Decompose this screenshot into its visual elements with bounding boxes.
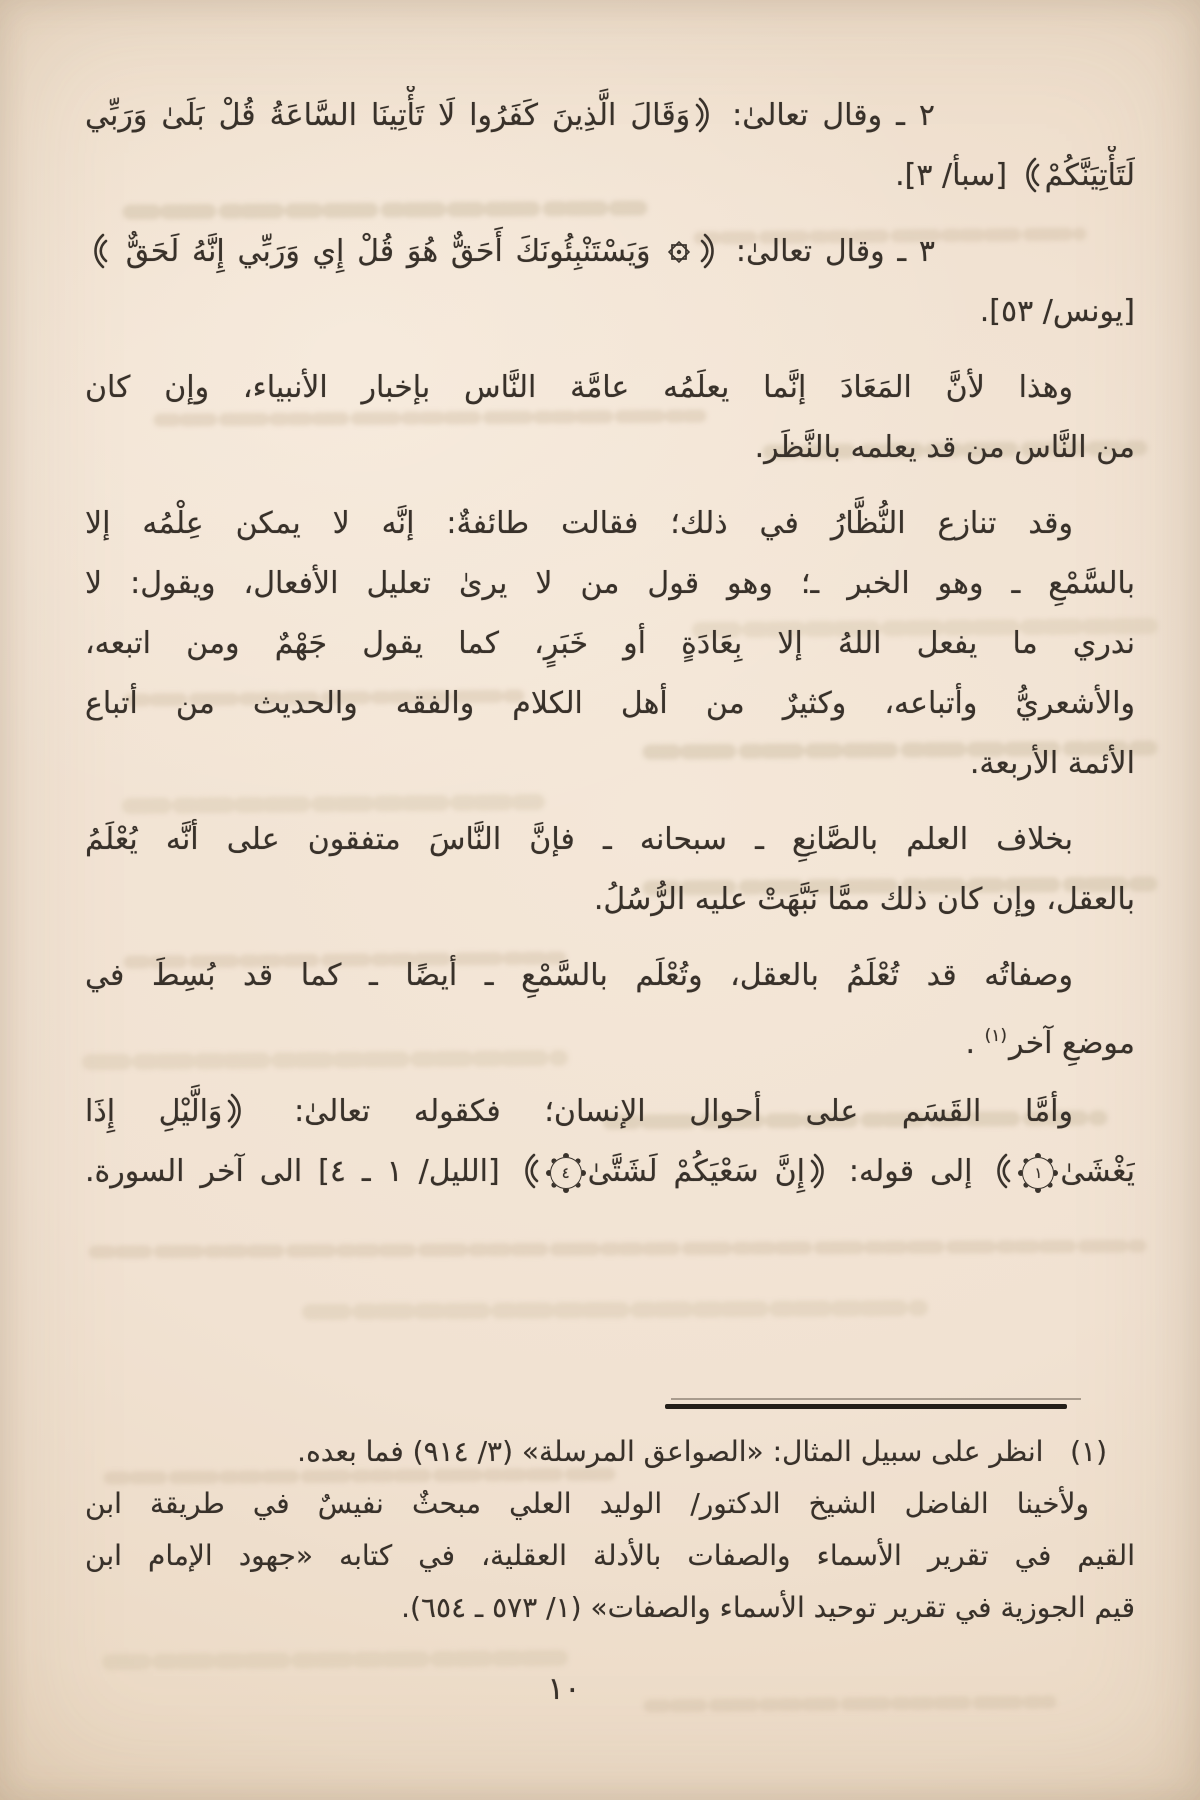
text-line [85, 222, 1135, 282]
quran-open-bracket-icon [699, 233, 719, 269]
text-run: بالسَّمْعِ ـ وهو الخبر ـ؛ وهو قول من لا يرىٰ تعليل الأفعال، ويقول: لا [85, 566, 1135, 601]
text-run: الأئمة الأربعة. [969, 746, 1135, 781]
quran-open-bracket-icon [226, 1093, 246, 1129]
text-line [85, 870, 1135, 930]
paragraph [85, 946, 1135, 1066]
footnote-ref-marker: (١) [984, 1026, 1008, 1046]
text-run: إلى قوله: [832, 1154, 989, 1189]
text-line [85, 554, 1135, 614]
text-run: وَقَالَ الَّذِينَ كَفَرُوا لَا تَأْتِينَا السَّاعَةُ قُلْ بَلَىٰ وَرَبِّي [85, 98, 691, 133]
text-line [85, 146, 1135, 206]
text-run: لَتَأْتِيَنَّكُمْ [1044, 158, 1135, 193]
text-run: [الليل/ ١ ـ ٤] الى آخر السورة. [85, 1154, 516, 1189]
text-run: ندري ما يفعل اللهُ إلا بِعَادَةٍ أو خَبَرٍ، كما يقول جَهْمٌ ومن اتبعه، [85, 626, 1135, 661]
verse-number: ٤ [561, 1163, 570, 1182]
text-run: القيم في تقرير الأسماء والصفات بالأدلة العقلية، في كتابه «جهود الإمام ابن [85, 1539, 1135, 1572]
footnotes-block [85, 1426, 1135, 1634]
text-run: وَيَسْتَنْبِئُونَكَ أَحَقٌّ هُوَ قُلْ إِي وَرَبِّي إِنَّهُ لَحَقٌّ [113, 234, 664, 269]
text-run: (١) انظر على سبيل المثال: «الصواعق المرسلة» (٣/ ٩١٤) فما بعده. [297, 1435, 1107, 1468]
quran-close-bracket-icon [89, 233, 109, 269]
text-run: وقد تنازع النُّظَّارُ في ذلك؛ فقالت طائفةٌ: إنَّه لا يمكن عِلْمُه إلا [85, 506, 1073, 541]
quran-close-bracket-icon [992, 1153, 1012, 1189]
text-run: يَغْشَىٰ [1060, 1154, 1135, 1189]
paragraph [85, 1478, 1135, 1634]
text-line [85, 418, 1135, 478]
paragraph [85, 1082, 1135, 1202]
text-run: وهذا لأنَّ المَعَادَ إنَّما يعلَمُه عامَّة النَّاس بإخبار الأنبياء، وإن كان [85, 370, 1073, 405]
text-run: ٣ ـ وقال تعالىٰ: [723, 234, 936, 269]
main-text-block [85, 86, 1135, 1218]
text-line [85, 1082, 1135, 1142]
text-line [85, 946, 1135, 1006]
text-line [85, 358, 1135, 418]
page-number: ١٠ [547, 1671, 581, 1707]
verse-number: ١ [1034, 1163, 1043, 1182]
text-run: . [965, 1026, 985, 1061]
text-line [85, 282, 1135, 342]
text-run: وأمَّا القَسَم على أحوال الإنسان؛ فكقوله تعالىٰ: [250, 1094, 1073, 1129]
quran-close-bracket-icon [1021, 157, 1041, 193]
footnote-separator [665, 1404, 1067, 1409]
text-run: بالعقل، وإن كان ذلك ممَّا نَبَّهَتْ عليه الرُّسُلُ. [593, 882, 1135, 917]
text-line [85, 1478, 1135, 1530]
text-run: ٢ ـ وقال تعالىٰ: [718, 98, 936, 133]
text-line [85, 1426, 1135, 1478]
text-run: والأشعريُّ وأتباعه، وكثيرٌ من أهل الكلام والفقه والحديث من أتباع [85, 686, 1135, 721]
text-run: قيم الجوزية في تقرير توحيد الأسماء والصفات» (١/ ٥٧٣ ـ ٦٥٤). [401, 1591, 1135, 1624]
text-run: إِنَّ سَعْيَكُمْ لَشَتَّىٰ [587, 1154, 805, 1189]
text-line [85, 1142, 1135, 1202]
paragraph [85, 358, 1135, 478]
quran-close-bracket-icon [520, 1153, 540, 1189]
paragraph [85, 1426, 1135, 1478]
text-run: [يونس/ ٥٣]. [979, 294, 1135, 329]
text-line [85, 1582, 1135, 1634]
paragraph [85, 86, 1135, 206]
text-line [85, 810, 1135, 870]
text-line [85, 674, 1135, 734]
text-run: ولأخينا الفاضل الشيخ الدكتور/ الوليد العلي مبحثٌ نفيسٌ في طريقة ابن [85, 1487, 1089, 1520]
paragraph [85, 810, 1135, 930]
verse-number-medallion [1022, 1157, 1054, 1189]
text-line [85, 614, 1135, 674]
quran-open-bracket-icon [694, 97, 714, 133]
text-run: وصفاتُه قد تُعْلَمُ بالعقل، وتُعْلَم بالسَّمْعِ ـ أيضًا ـ كما قد بُسِطَ في [85, 958, 1073, 993]
text-line [85, 86, 1135, 146]
text-line [85, 734, 1135, 794]
text-line [85, 1006, 1135, 1066]
rub-el-hizb-icon [666, 239, 692, 265]
text-run: [سبأ/ ٣]. [895, 158, 1017, 193]
text-run: بخلاف العلم بالصَّانِعِ ـ سبحانه ـ فإنَّ النَّاسَ متفقون على أنَّه يُعْلَمُ [85, 822, 1073, 857]
verse-number-medallion [550, 1157, 582, 1189]
paragraph [85, 222, 1135, 342]
text-run: من النَّاس من قد يعلمه بالنَّظَر. [754, 430, 1135, 465]
text-run: وَالَّيْلِ إِذَا [85, 1094, 223, 1129]
paragraph [85, 494, 1135, 794]
quran-open-bracket-icon [809, 1153, 829, 1189]
text-run: موضعِ آخر [1009, 1026, 1135, 1061]
text-line [85, 494, 1135, 554]
text-line [85, 1530, 1135, 1582]
